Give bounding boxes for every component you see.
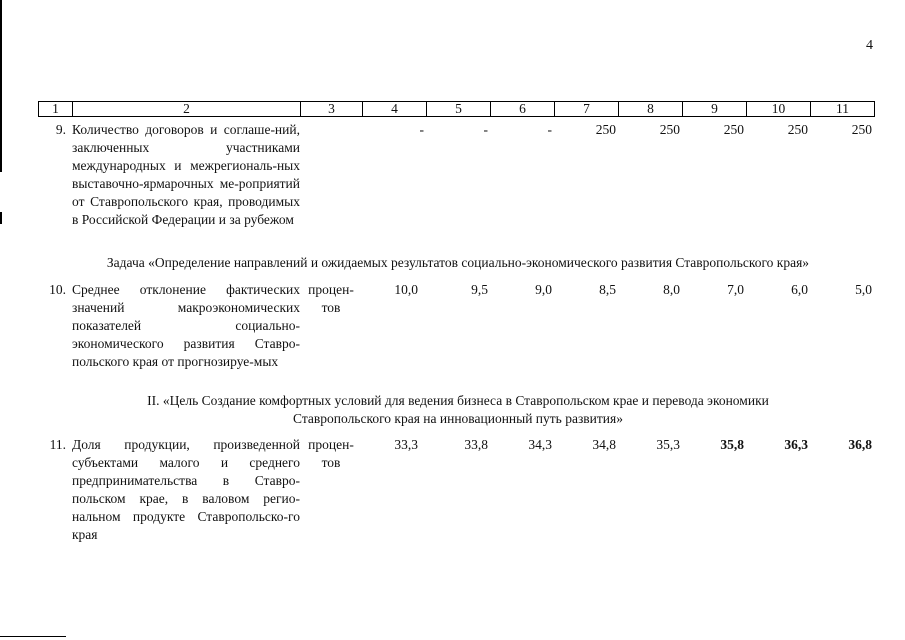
row-value: 8,5 [599,282,616,297]
row-number: 11. [49,437,66,452]
row-value: - [483,122,488,137]
row-value: 34,3 [528,437,552,452]
row-value: 8,0 [663,282,680,297]
header-cell: 3 [301,102,363,117]
row-unit: процен-тов [308,282,354,315]
row-value: 34,8 [592,437,616,452]
header-cell: 4 [363,102,427,117]
header-cell: 9 [683,102,747,117]
column-header-row [38,101,875,117]
scan-edge-mark [0,0,2,172]
row-value: 35,8 [720,437,744,452]
row-value: 9,5 [471,282,488,297]
row-value: 10,0 [394,282,418,297]
header-cell: 8 [619,102,683,117]
header-cell: 5 [427,102,491,117]
row-value: 250 [723,122,744,137]
row-value: 36,3 [784,437,808,452]
row-value: 35,3 [656,437,680,452]
header-cell: 2 [73,102,301,117]
row-value: 33,8 [464,437,488,452]
header-cell: 1 [39,102,73,117]
row-value: 7,0 [727,282,744,297]
row-value: 5,0 [855,282,872,297]
row-value: 6,0 [791,282,808,297]
row-value: 36,8 [848,437,872,452]
row-description: Доля продукции, произведенной субъектами малого и среднего предпринимательства в Ставро-польском крае, в валовом регио-нальном продукте Ставропольско-го края [72,437,300,542]
row-value: 9,0 [535,282,552,297]
scan-edge-mark [0,636,66,637]
row-value: 250 [851,122,872,137]
task-heading: Задача «Определение направлений и ожидаемых результатов социально-экономического развития Ставропольского края» [106,255,810,270]
header-cell: 11 [811,102,875,117]
row-value: 33,3 [394,437,418,452]
row-value: - [547,122,552,137]
row-value: 250 [595,122,616,137]
row-description: Количество договоров и соглаше-ний, заключенных участниками международных и межрегиональ-ных выставочно-ярмарочных ме-роприятий от Ставропольского края, проводимых в Российской Федерации и за рубежом [72,122,300,227]
row-unit: процен-тов [308,437,354,470]
row-value: - [419,122,424,137]
scan-edge-mark [0,212,2,224]
header-cell: 10 [747,102,811,117]
row-value: 250 [787,122,808,137]
goal-heading: II. «Цель Создание комфортных условий для ведения бизнеса в Ставропольском крае и перевода экономики [147,393,769,408]
row-number: 9. [55,122,66,137]
header-cell: 7 [555,102,619,117]
goal-heading-continued: Ставропольского края на инновационный путь развития» [293,411,623,426]
row-description: Среднее отклонение фактических значений макроэкономических показателей социально-экономического развития Ставро-польского края от прогнозируе-мых [72,282,300,369]
row-value: 250 [659,122,680,137]
header-cell: 6 [491,102,555,117]
row-number: 10. [49,282,66,297]
page-number: 4 [866,38,873,53]
